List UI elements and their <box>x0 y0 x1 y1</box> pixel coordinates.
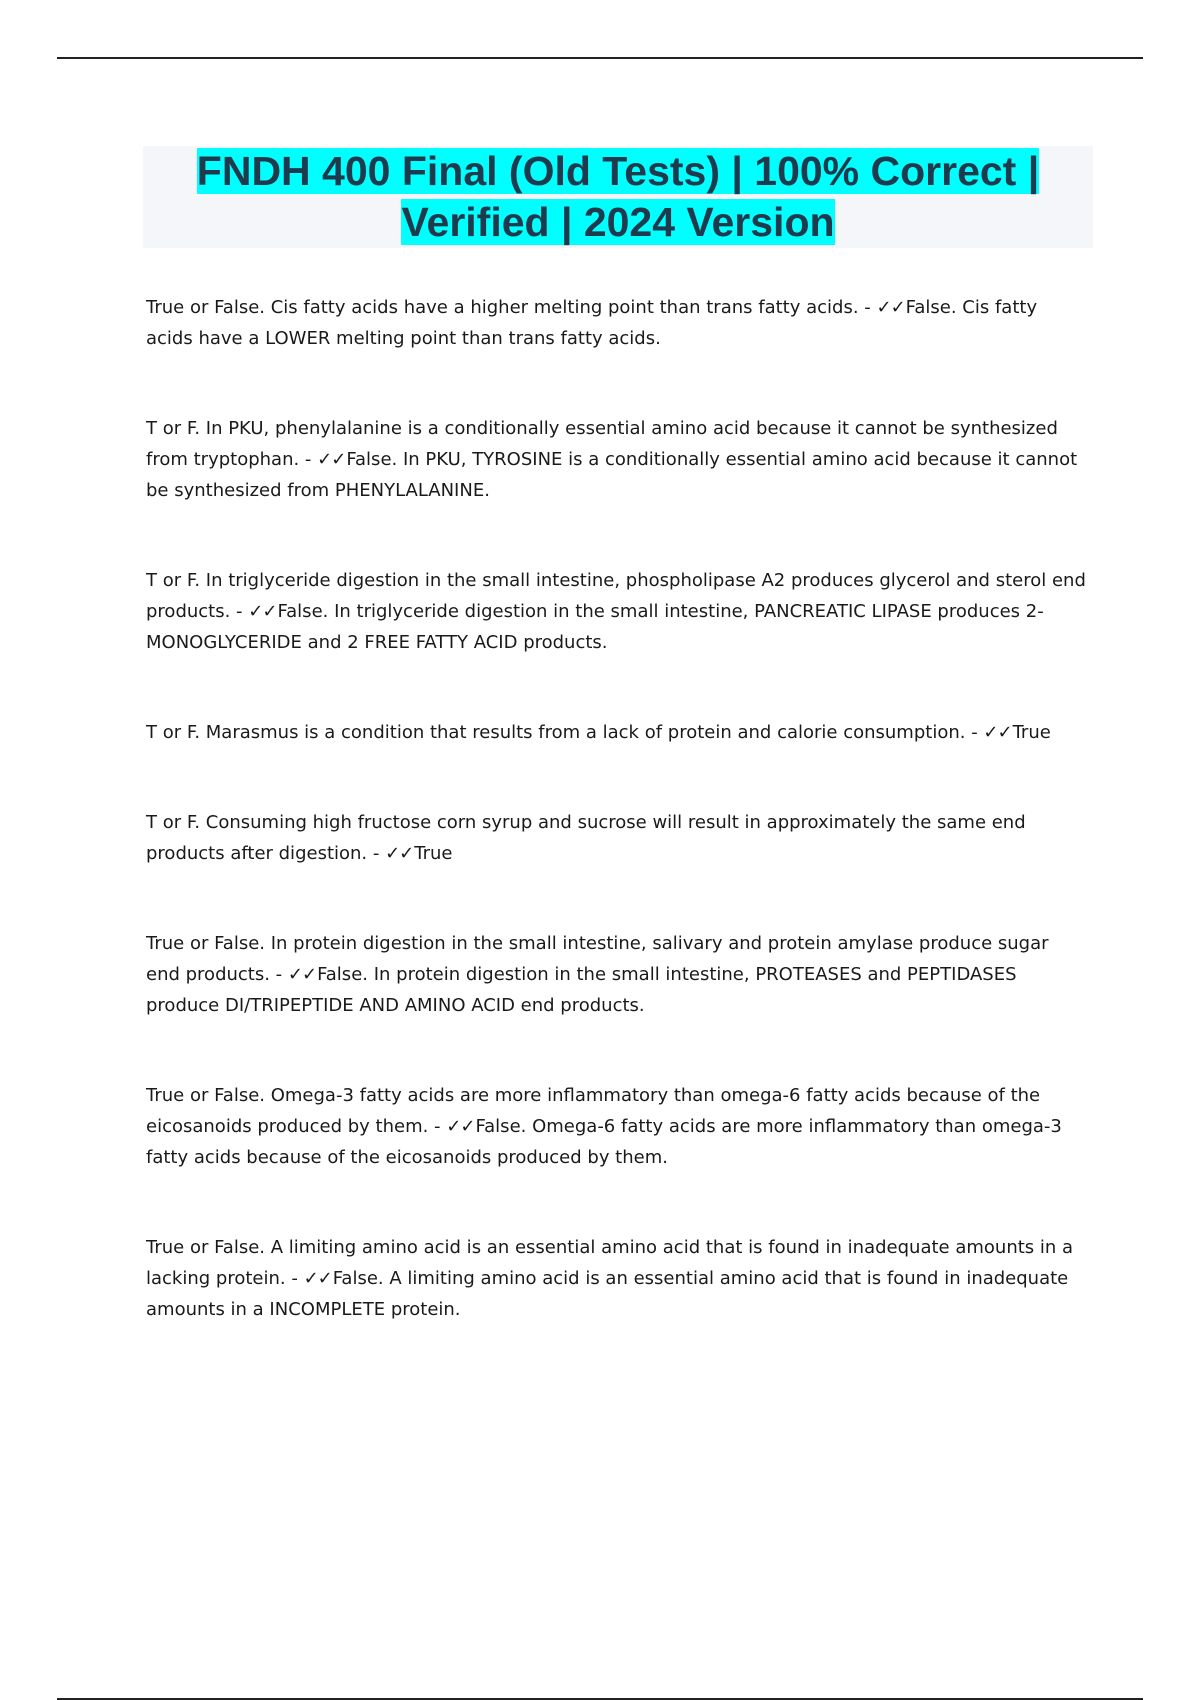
double-check-icon: ✓✓ <box>248 601 277 622</box>
question-text: True or False. Cis fatty acids have a higher melting point than trans fatty acids. - <box>146 297 877 318</box>
question-text: True or False. Omega-3 fatty acids are more inflammatory than omega-6 fatty acids because of the eicosanoids produced by them. - <box>146 1085 1041 1137</box>
answer-text: False. Omega-6 fatty acids are more inflammatory than omega-3 fatty acids because of the eicosanoids produced by them. <box>146 1116 1062 1168</box>
top-rule <box>57 57 1143 59</box>
answer-text: False. Cis fatty acids have a LOWER melting point than trans fatty acids. <box>146 297 1038 349</box>
answer-text: False. A limiting amino acid is an essential amino acid that is found in inadequate amounts in a INCOMPLETE protein. <box>146 1268 1069 1320</box>
question-item <box>146 807 1086 869</box>
double-check-icon: ✓✓ <box>385 843 414 864</box>
question-text: True or False. In protein digestion in the small intestine, salivary and protein amylase produce sugar end products. - <box>146 933 1049 985</box>
answer-text: False. In PKU, TYROSINE is a conditionally essential amino acid because it cannot be synthesized from PHENYLALANINE. <box>146 449 1078 501</box>
double-check-icon: ✓✓ <box>303 1268 332 1289</box>
question-text: True or False. A limiting amino acid is an essential amino acid that is found in inadequate amounts in a lacking protein. - <box>146 1237 1074 1289</box>
question-text: T or F. In PKU, phenylalanine is a conditionally essential amino acid because it cannot be synthesized from tryptophan. - <box>146 418 1058 470</box>
page-title: FNDH 400 Final (Old Tests) | 100% Correct | Verified | 2024 Version <box>196 148 1040 245</box>
question-item <box>146 717 1086 748</box>
answer-text: False. In protein digestion in the small intestine, PROTEASES and PEPTIDASES produce DI/TRIPEPTIDE AND AMINO ACID end products. <box>146 964 1017 1016</box>
double-check-icon: ✓✓ <box>287 964 317 985</box>
answer-text: False. In triglyceride digestion in the small intestine, PANCREATIC LIPASE produces 2-MONOGLYCERIDE and 2 FREE FATTY ACID products. <box>146 601 1044 653</box>
title-box <box>143 146 1093 248</box>
question-item <box>146 1232 1086 1325</box>
question-item <box>146 292 1086 354</box>
question-item <box>146 1080 1086 1173</box>
double-check-icon: ✓✓ <box>317 449 346 470</box>
question-item <box>146 565 1086 658</box>
question-text: T or F. In triglyceride digestion in the small intestine, phospholipase A2 produces glycerol and sterol end products. - <box>146 570 1086 622</box>
question-list <box>146 292 1086 1384</box>
question-text: T or F. Marasmus is a condition that results from a lack of protein and calorie consumption. - <box>146 722 984 743</box>
answer-text: True <box>1012 722 1051 743</box>
double-check-icon: ✓✓ <box>983 722 1012 743</box>
double-check-icon: ✓✓ <box>446 1116 475 1137</box>
answer-text: True <box>414 843 453 864</box>
question-item <box>146 928 1086 1021</box>
question-item <box>146 413 1086 506</box>
question-text: T or F. Consuming high fructose corn syrup and sucrose will result in approximately the same end products after digestion. - <box>146 812 1026 864</box>
double-check-icon: ✓✓ <box>876 297 905 318</box>
